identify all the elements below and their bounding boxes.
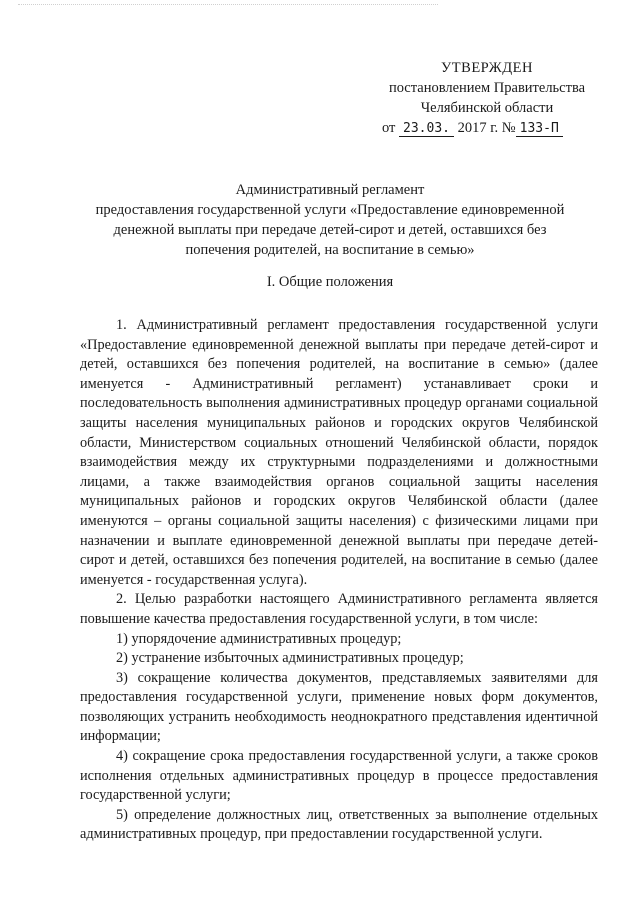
list-item-3: 3) сокращение количества документов, представляемых заявителями для предоставления государственной услуги, применение новых форм документов, позволяющих устранить необходимость неоднократного представления идентичной информации; [80,669,598,745]
approval-stamp-block [372,58,602,139]
list-item-2: 2) устранение избыточных административных процедур; [116,650,464,667]
list-item-1: 1) упорядочение административных процедур; [116,630,402,647]
approved-title: УТВЕРЖДЕН [441,60,533,76]
approval-date-line [372,118,602,139]
regulation-subtitle-line-2: денежной выплаты при передаче детей-сирот и детей, оставшихся без [113,222,547,238]
list-item-4: 4) сокращение срока предоставления государственной услуги, а также сроков исполнения отдельных административных процедур в процессе предоставления государственной услуги; [80,748,598,804]
list-item-5: 5) определение должностных лиц, ответственных за выполнение отдельных административных процедур, при предоставлении государственной услуги. [80,806,598,843]
scan-artifact [18,4,438,8]
approved-region-line: Челябинской области [420,100,554,116]
approved-by-line: постановлением Правительства [388,80,586,96]
regulation-title-block [60,180,600,260]
paragraph-2: 2. Целью разработки настоящего Административного регламента является повышение качества предоставления государственной услуги, в том числе: [80,591,598,627]
regulation-subtitle-line-3: попечения родителей, на воспитание в семью» [185,242,475,258]
regulation-body [80,316,598,845]
regulation-title: Административный регламент [235,182,425,198]
paragraph-1: 1. Административный регламент предоставления государственной услуги «Предоставление единовременной денежной выплаты при передаче детей-сирот и детей, оставшихся без попечения родителей, на воспитание в семью» (далее именуется - Административный регламент) устанавливает сроки и последовательность выполнения административных процедур органами социальной защиты населения муниципальных районов и городских округов Челябинской области, Министерством социальных отношений Челябинской области, порядок взаимодействия между их структурными подразделениями и должностными лицами, а также взаимодействия органов социальной защиты населения муниципальных районов и городских округов Челябинской области (далее именуются – органы социальной защиты населения) с физическими лицами при назначении и выплате единовременной денежной выплаты при передаче детей-сирот и детей, оставшихся без попечения родителей, на воспитание в семью (далее именуется - государственная услуга). [80,317,598,588]
approval-number: 133-П [516,121,563,137]
section-heading: I. Общие положения [266,274,394,290]
approval-date-value: 23.03. [399,121,454,137]
regulation-subtitle-line-1: предоставления государственной услуги «Предоставление единовременной [95,202,565,218]
date-prefix: от [382,120,396,136]
approval-year: 2017 г. № [457,120,516,136]
